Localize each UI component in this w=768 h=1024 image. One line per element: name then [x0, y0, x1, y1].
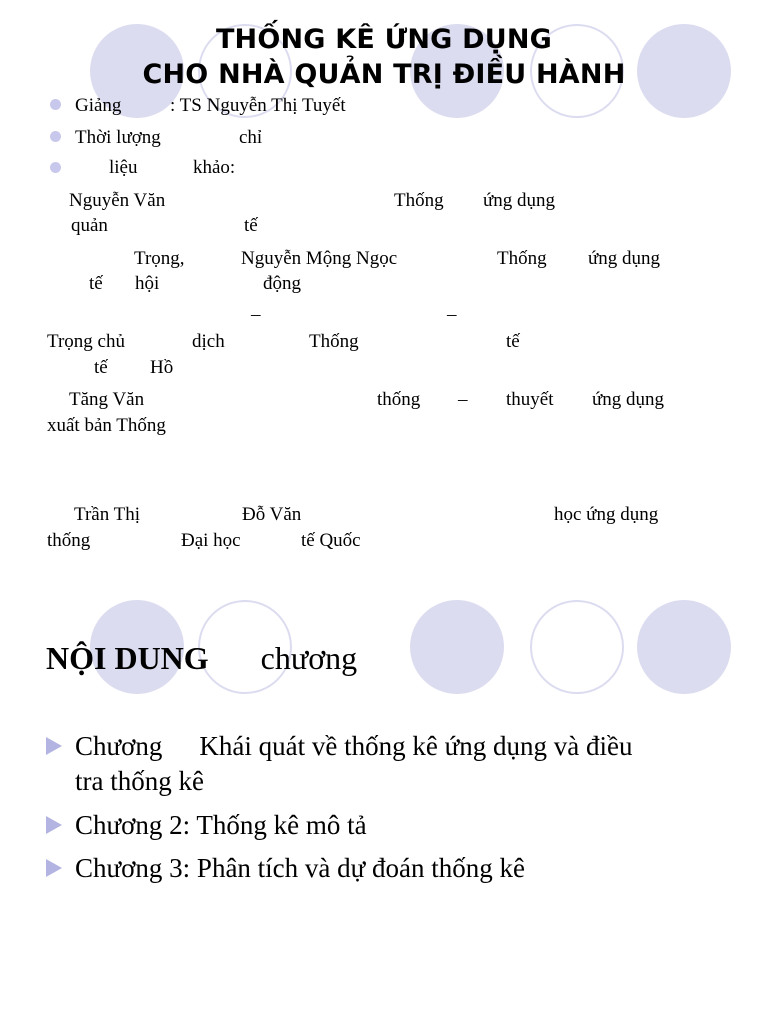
- bullet-dot: [50, 99, 61, 110]
- reference-text: động: [263, 273, 301, 294]
- chapter-item-1-cont: tra thống kê: [75, 766, 204, 796]
- reference-text: quản: [71, 215, 108, 236]
- reference-text: ứng dụng: [588, 248, 661, 269]
- chapter-1-title: Khái quát về thống kê ứng dụng và điều: [199, 731, 633, 761]
- heading-bold: NỘI DUNG: [46, 640, 209, 676]
- chapter-item-2: Chương 2: Thống kê mô tả: [75, 810, 367, 840]
- reference-text: học ứng dụng: [554, 504, 659, 525]
- reference-text: Nguyễn Mộng Ngọc: [241, 248, 398, 269]
- reference-dash: –: [447, 304, 457, 325]
- bullet-duration-label: Thời lượng: [75, 127, 161, 148]
- reference-text: thống: [377, 389, 421, 410]
- reference-text: Thống: [309, 331, 359, 352]
- chapter-item-1: [75, 729, 632, 763]
- reference-text: Trần Thị: [74, 504, 140, 525]
- decor-circle: [410, 600, 504, 694]
- reference-text: Thống: [394, 190, 444, 211]
- reference-text: ứng dụng: [592, 389, 665, 410]
- reference-text: Thống: [497, 248, 547, 269]
- bullet-lecturer-label: Giảng: [75, 95, 122, 116]
- section-heading: [46, 638, 357, 678]
- bullet-references-label: liệu: [109, 157, 138, 178]
- reference-text: tế: [94, 357, 108, 378]
- arrow-bullet-icon: [46, 859, 62, 877]
- heading-rest: chương: [260, 640, 358, 676]
- reference-text: Hồ: [150, 357, 174, 378]
- reference-text: Trọng chủ: [47, 331, 125, 352]
- reference-text: Đỗ Văn: [242, 504, 302, 525]
- reference-text: tế: [506, 331, 520, 352]
- reference-text: ứng dụng: [483, 190, 556, 211]
- reference-text: tế: [89, 273, 103, 294]
- reference-text: tế Quốc: [301, 530, 361, 551]
- decor-circle: [637, 600, 731, 694]
- slide-contents: [0, 590, 768, 1024]
- title-line-1: THỐNG KÊ ỨNG DỤNG: [215, 24, 553, 55]
- reference-text: thống: [47, 530, 91, 551]
- reference-dash: –: [458, 389, 468, 410]
- chapter-1-label: Chương: [75, 731, 163, 761]
- reference-text: hội: [135, 273, 160, 294]
- arrow-bullet-icon: [46, 737, 62, 755]
- reference-text: xuất bản Thống: [47, 415, 166, 436]
- bullet-dot: [50, 162, 61, 173]
- reference-text: dịch: [192, 331, 225, 352]
- reference-dash: –: [251, 304, 261, 325]
- bullet-references-value: khảo:: [193, 157, 236, 178]
- bullet-lecturer-value: : TS Nguyễn Thị Tuyết: [170, 95, 346, 116]
- decor-circle: [530, 600, 624, 694]
- chapter-item-3: Chương 3: Phân tích và dự đoán thống kê: [75, 853, 525, 883]
- slide-title: [0, 22, 768, 92]
- reference-text: Tăng Văn: [69, 389, 145, 410]
- arrow-bullet-icon: [46, 816, 62, 834]
- title-line-2: CHO NHÀ QUẢN TRỊ ĐIỀU HÀNH: [142, 59, 626, 90]
- bullet-dot: [50, 131, 61, 142]
- bullet-duration-value: chỉ: [239, 127, 263, 148]
- reference-text: Đại học: [181, 530, 241, 551]
- reference-text: tế: [244, 215, 258, 236]
- reference-text: Trọng,: [134, 248, 185, 269]
- reference-text: thuyết: [506, 389, 554, 410]
- reference-text: Nguyễn Văn: [69, 190, 166, 211]
